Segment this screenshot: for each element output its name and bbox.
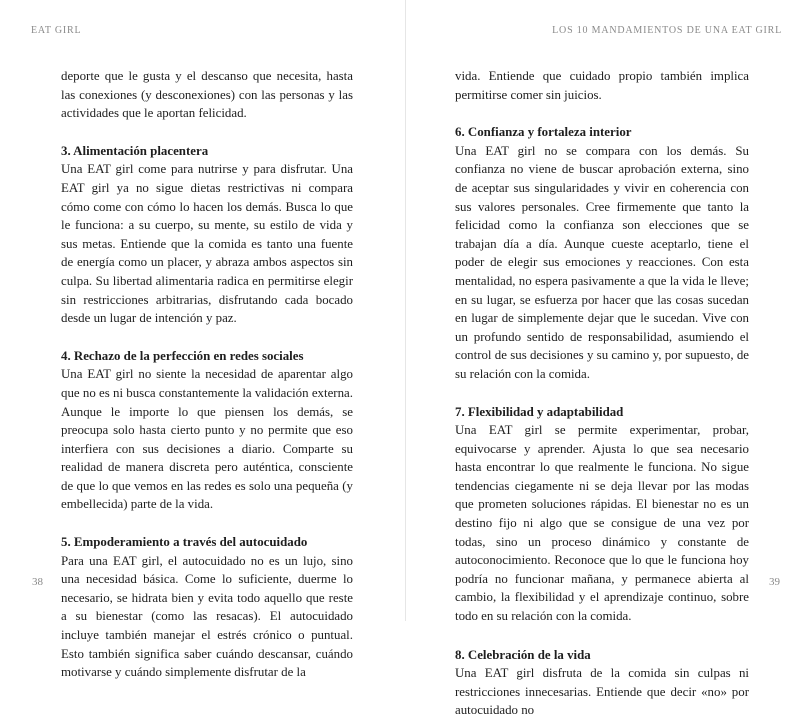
- page-number: 39: [769, 576, 780, 588]
- paragraph: Para una EAT girl, el autocuidado no es un lujo, sino una necesidad básica. Come lo suficiente, duerme lo necesario, se hidrata bien y evita todo aquello que reste a su bienestar (como las resacas). El autocuidado incluye también manejar el estrés crónico o puntual. Esto también significa saber cuándo descansar, cuándo motivarse y cuándo simplemente disfrutar de la: [61, 553, 353, 680]
- paragraph: Una EAT girl no se compara con los demás. Su confianza no viene de buscar aprobación externa, sino de aceptar sus singularidades y vivir en coherencia con sus valores personales. Cree firmemente que tanto la felicidad como la confianza son elecciones que se trabajan día a día. Aunque cueste aceptarlo, tiene el poder de elegir sus emociones y reacciones. Con esta mentalidad, no espera pasivamente a que la vida le lleve; en su lugar, se esfuerza por hacer que las cosas sucedan en lugar de simplemente dejar que le sucedan. Vive con un profundo sentido de responsabilidad, asumiendo el control de sus decisiones y su camino y, por supuesto, de su relación con la comida.: [455, 143, 749, 381]
- paragraph: deporte que le gusta y el descanso que necesita, hasta las conexiones (y desconexiones) con las personas y las actividades que le aportan felicidad.: [61, 69, 353, 121]
- running-header: LOS 10 MANDAMIENTOS DE UNA EAT GIRL: [552, 25, 782, 36]
- right-page: [405, 0, 810, 718]
- section-heading: 5. Empoderamiento a través del autocuidado: [61, 535, 308, 550]
- page-number: 38: [32, 576, 43, 588]
- paragraph: Una EAT girl disfruta de la comida sin culpas ni restricciones innecesarias. Entiende que decir «no» por autocuidado no: [455, 666, 749, 718]
- section-heading: 6. Confianza y fortaleza interior: [455, 125, 632, 140]
- section-heading: 7. Flexibilidad y adaptabilidad: [455, 404, 624, 419]
- section-heading: 3. Alimentación placentera: [61, 143, 209, 158]
- section-heading: 8. Celebración de la vida: [455, 647, 591, 662]
- paragraph: Una EAT girl come para nutrirse y para disfrutar. Una EAT girl ya no sigue dietas restrictivas ni compara cómo come con cómo lo hacen los demás. Busca lo que le funciona: a su cuerpo, su mente, su estilo de vida y sus metas. Entiende que la comida es tanto una fuente de energía como un placer, y abraza ambos aspectos sin culpa. Su libertad alimentaria radica en permitirse elegir sin restricciones arbitrarias, disfrutando cada bocado desde un lugar de intención y paz.: [61, 162, 353, 326]
- left-page: [0, 0, 405, 680]
- paragraph: Una EAT girl no siente la necesidad de aparentar algo que no es ni busca constantemente la validación externa. Aunque le importe lo que piensen los demás, se preocupa solo hasta cierto punto y no permite que eso interfiera con sus decisiones a diario. Comparte su realidad de manera discreta pero auténtica, consciente de que lo que vemos en las redes es solo una pequeña (y embellecida) parte de la vida.: [61, 367, 353, 512]
- section-heading: 4. Rechazo de la perfección en redes sociales: [61, 348, 304, 363]
- paragraph: Una EAT girl se permite experimentar, probar, equivocarse y aprender. Ajusta lo que sea necesario hasta encontrar lo que realmente le funciona. No sigue tendencias ciegamente ni se deja llevar por las modas que prometen soluciones rápidas. El bienestar no es un destino fijo ni algo que se consigue de una vez por todas, sino un proceso dinámico y constante de autoconocimiento. Reconoce que lo que le funciona hoy podría no funcionar mañana, y permanece abierta al cambio, la flexibilidad y el aprendizaje continuo, sobre todo en su relación con la comida.: [455, 423, 749, 624]
- paragraph: vida. Entiende que cuidado propio también implica permitirse comer sin juicios.: [455, 69, 749, 102]
- body-text: [455, 67, 749, 720]
- running-header: EAT GIRL: [31, 25, 82, 36]
- body-text: [61, 67, 353, 682]
